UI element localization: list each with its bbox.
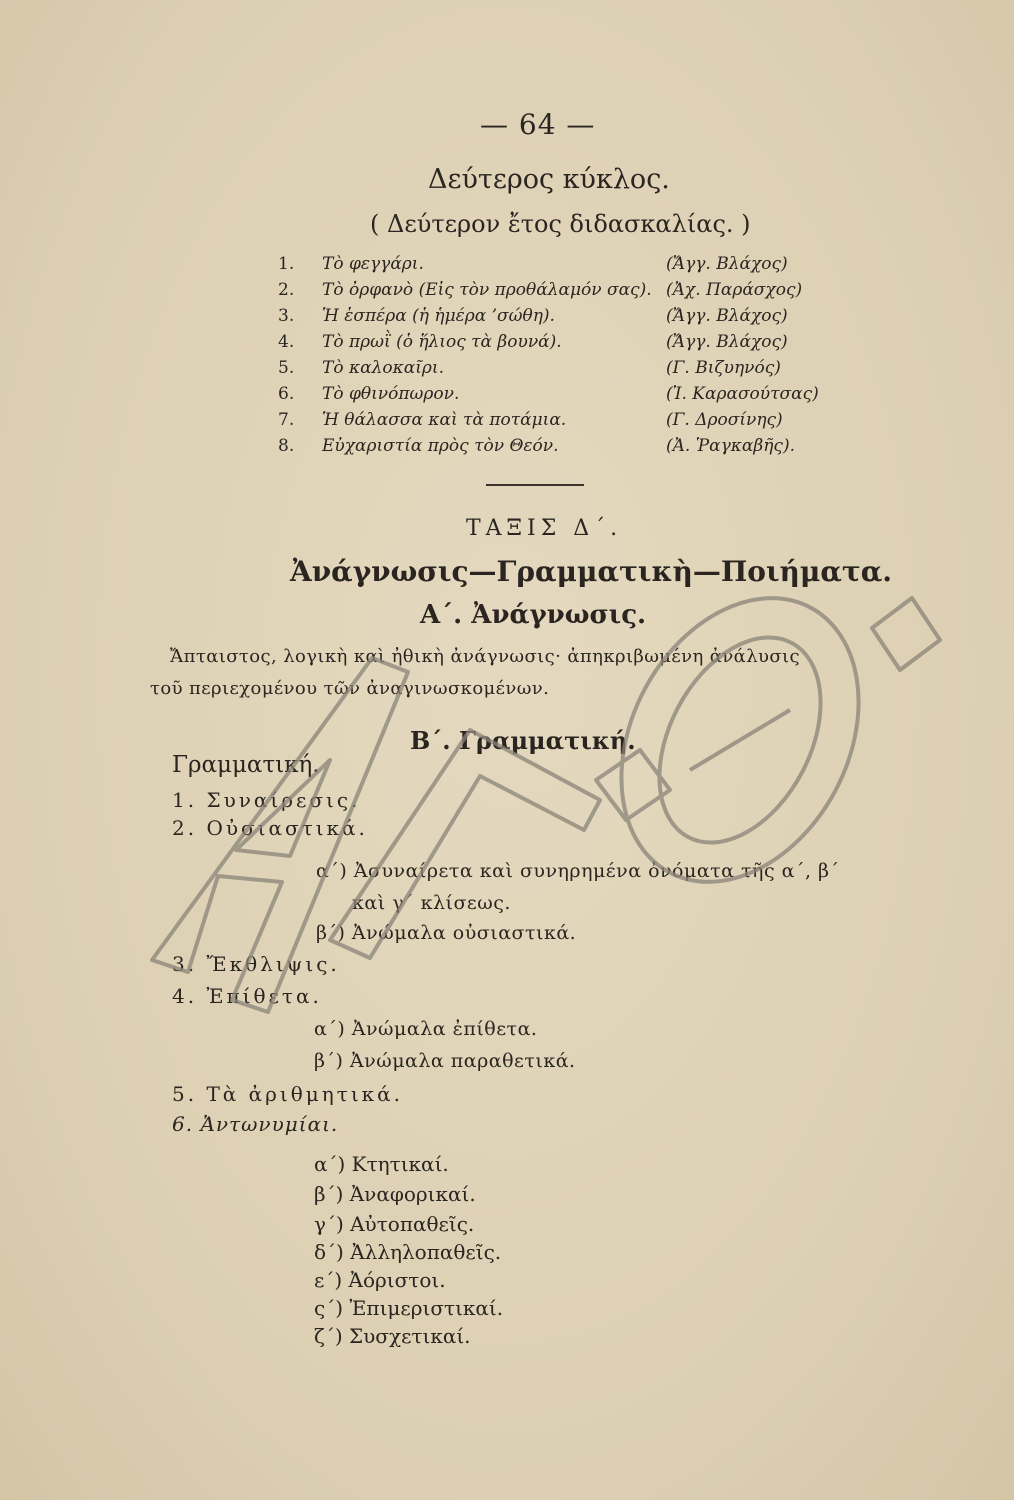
list-item (278, 306, 858, 332)
poem-number: 3. (278, 306, 295, 326)
poem-title: Τὸ φεγγάρι. (322, 254, 424, 274)
grammar-item: 3. Ἔκθλιψις. (172, 952, 340, 976)
poem-author: (Ἄγγ. Βλάχος) (666, 254, 788, 274)
pronoun-item: ε΄) Ἀόριστοι. (314, 1268, 446, 1292)
poem-title: Τὸ ὀρφανὸ (Εἰς τὸν προθάλαμόν σας). (322, 280, 652, 300)
poem-number: 4. (278, 332, 295, 352)
class-heading: ΤΑΞΙΣ Δ΄. (466, 516, 623, 541)
poem-number: 5. (278, 358, 295, 378)
grammar-item: 4. Ἐπίθετα. (172, 984, 322, 1008)
grammar-subitem: καὶ γ΄ κλίσεως. (352, 892, 511, 914)
list-item (278, 384, 858, 410)
poem-title: Εὐχαριστία πρὸς τὸν Θεόν. (322, 436, 559, 456)
grammar-item: 5. Τὰ ἀριθμητικά. (172, 1082, 404, 1106)
section-divider (486, 484, 584, 486)
poem-author: (Ἄγγ. Βλάχος) (666, 332, 788, 352)
grammar-subitem: β΄) Ἀνώμαλα παραθετικά. (314, 1050, 576, 1072)
poem-author: (Ἀχ. Παράσχος) (666, 280, 803, 300)
year-heading: ( Δεύτερον ἔτος διδασκαλίας. ) (370, 210, 751, 238)
pronoun-item: β΄) Ἀναφορικαί. (314, 1182, 476, 1206)
pronoun-item: ς΄) Ἐπιμεριστικαί. (314, 1296, 504, 1320)
pronoun-item: γ΄) Αὐτοπαθεῖς. (314, 1212, 475, 1236)
list-item (278, 358, 858, 384)
poem-author: (Γ. Δροσίνης) (666, 410, 783, 430)
poem-title: Τὸ πρωῒ (ὁ ἥλιος τὰ βουνά). (322, 332, 562, 352)
poem-number: 6. (278, 384, 295, 404)
poem-number: 1. (278, 254, 295, 274)
poem-number: 7. (278, 410, 295, 430)
poem-title: Τὸ καλοκαῖρι. (322, 358, 444, 378)
poem-title: Ἡ θάλασσα καὶ τὰ ποτάμια. (322, 410, 567, 430)
subjects-heading: Ἀνάγνωσις—Γραμματικὴ—Ποιήματα. (290, 555, 893, 588)
reading-text-line: τοῦ περιεχομένου τῶν ἀναγινωσκομένων. (150, 678, 550, 699)
poem-author: (Ἀ. Ῥαγκαβῆς). (666, 436, 795, 456)
list-item (278, 410, 858, 436)
grammar-item: 6. Ἀντωνυμίαι. (172, 1112, 339, 1136)
grammar-item: 2. Οὐσιαστικά. (172, 816, 368, 840)
reading-text-line: Ἄπταιστος, λογικὴ καὶ ἠθικὴ ἀνάγνωσις· ἀπηκριβωμένη ἀνάλυσις (170, 646, 800, 667)
page-number: — 64 — (480, 108, 596, 141)
poem-author: (Γ. Βιζυηνός) (666, 358, 781, 378)
section-a-heading: Α΄. Ἀνάγνωσις. (420, 600, 647, 630)
grammar-subitem: α΄) Ἀνώμαλα ἐπίθετα. (314, 1018, 538, 1040)
list-item (278, 332, 858, 358)
pronoun-item: δ΄) Ἀλληλοπαθεῖς. (314, 1240, 502, 1264)
cycle-heading: Δεύτερος κύκλος. (428, 164, 670, 195)
grammar-subitem: α΄) Ἀσυναίρετα καὶ συνηρημένα ὀνόματα τῆς α΄, β΄ (316, 860, 840, 882)
grammar-subitem: β΄) Ἀνώμαλα οὐσιαστικά. (316, 922, 577, 944)
poem-author: (Ἰ. Καρασούτσας) (666, 384, 819, 404)
poem-number: 2. (278, 280, 295, 300)
list-item (278, 254, 858, 280)
poem-title: Ἡ ἑσπέρα (ἡ ἡμέρα ’σώθη). (322, 306, 555, 326)
poem-title: Τὸ φθινόπωρον. (322, 384, 460, 404)
list-item (278, 436, 858, 462)
list-item (278, 280, 858, 306)
pronoun-item: α΄) Κτητικαί. (314, 1152, 449, 1176)
grammar-item: 1. Συναίρεσις. (172, 788, 361, 812)
grammar-title: Γραμματική. (172, 752, 320, 778)
pronoun-item: ζ΄) Συσχετικαί. (314, 1324, 471, 1348)
poem-author: (Ἄγγ. Βλάχος) (666, 306, 788, 326)
section-b-heading: Β΄. Γραμματική. (410, 726, 636, 755)
poem-number: 8. (278, 436, 295, 456)
